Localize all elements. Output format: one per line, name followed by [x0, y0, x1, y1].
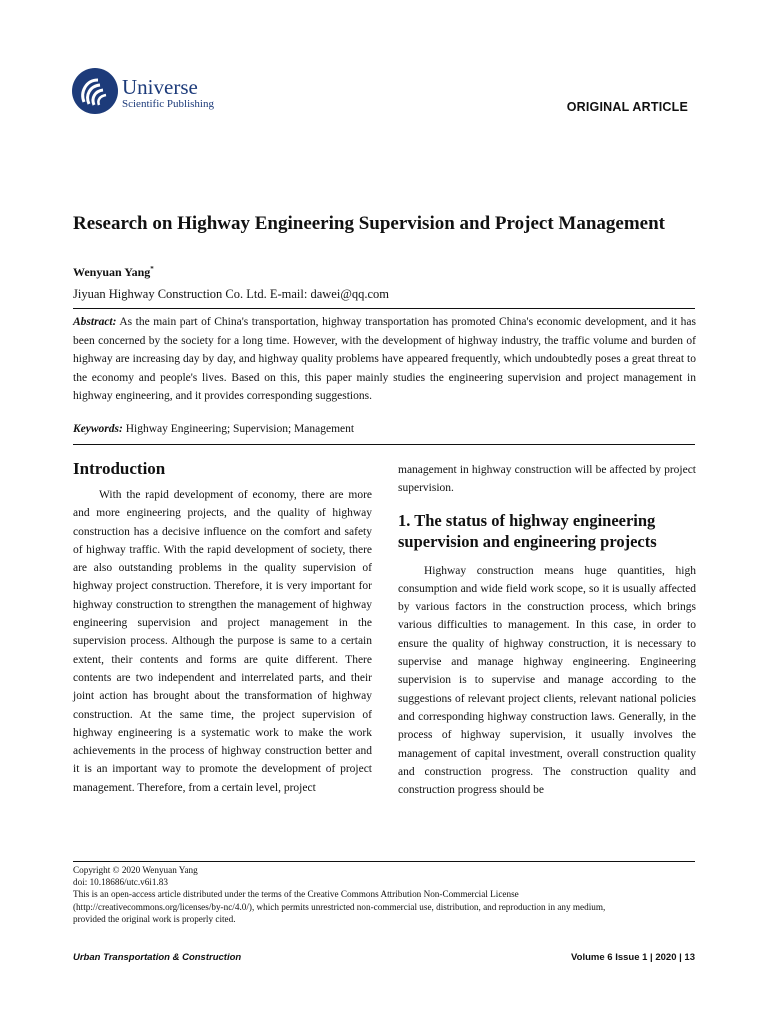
divider-bottom [73, 444, 695, 445]
paper-title: Research on Highway Engineering Supervision and Project Management [73, 213, 665, 234]
introduction-paragraph: With the rapid development of economy, there are more and more engineering projects, and the quality of highway construction has a decisive influence on the comfort and safety of highway traffic. With the rapid development of society, there are also outstanding problems in the quality supervision of highway project construction. Therefore, it is very important for highway construction to strengthen the management of highway engineering supervision and project management in the supervision process. Although the purpose is same to a certain extent, their contents and forms are quite different. There contents are two independent and interrelated parts, and their joint action has brought about the transformation of highway construction. At the same time, the project supervision of highway engineering is a systematic work to make the work achievements in the process of highway construction better and it is an important way to promote the development of project management. Therefore, from a certain level, project [73, 489, 372, 794]
license-line-2: (http://creativecommons.org/licenses/by-nc/4.0/), which permits unrestricted non-commercial use, distribution, and reproduction in any medium, [73, 901, 606, 912]
affiliation: Jiyuan Highway Construction Co. Ltd. E-mail: dawei@qq.com [73, 287, 389, 301]
abstract-text: As the main part of China's transportation, highway transportation has promoted China's economic development, and it has been concerned by the society for a long time. However, with the development of highway industry, the traffic volume and burden of highway are increasing day by day, and highway quality problems have appeared frequently, which undoubtedly poses a great threat to the economy and people's lives. Based on this, this paper mainly studies the engineering supervision and project management in highway engineering, and it provides corresponding suggestions. [73, 316, 696, 403]
right-column [398, 461, 696, 799]
keywords-label: Keywords: [73, 423, 123, 435]
volume-info: Volume 6 Issue 1 | 2020 | 13 [571, 952, 695, 963]
author-name: Wenyuan Yang [73, 265, 151, 279]
author-mark: * [150, 265, 154, 273]
introduction-heading: Introduction [73, 459, 166, 478]
author [73, 265, 154, 280]
footer-divider [73, 861, 695, 862]
publisher-logo [72, 68, 232, 116]
footnote [73, 864, 703, 925]
divider-top [73, 308, 695, 309]
license-line-3: provided the original work is properly cited. [73, 913, 236, 924]
section-1-heading: 1. The status of highway engineering supervision and engineering projects [398, 510, 657, 551]
logo-name: Universe [122, 75, 198, 99]
abstract-label: Abstract: [73, 316, 117, 328]
introduction-continuation: management in highway construction will be affected by project supervision. [398, 464, 696, 495]
doi: doi: 10.18686/utc.v6i1.83 [73, 877, 168, 888]
copyright: Copyright © 2020 Wenyuan Yang [73, 865, 198, 875]
journal-name: Urban Transportation & Construction [73, 952, 242, 963]
license-line-1: This is an open-access article distributed under the terms of the Creative Commons Attribution Non-Commercial License [73, 889, 519, 900]
universe-logo-icon [72, 68, 118, 114]
section-1-paragraph: Highway construction means huge quantities, high consumption and wide field work scope, so it is usually affected by various factors in the construction process, which brings various difficulties to management. In this case, in order to ensure the quality of highway construction, it is necessary to supervise and manage highway engineering. Engineering supervision is to supervise and manage according to the suggestions of relevant project clients, relevant national policies and corresponding highway construction laws. Generally, in the process of highway supervision, it usually involves the management of capital investment, overall construction quality and construction progress. The construction quality and construction progress should be [398, 564, 696, 797]
keywords-text: Highway Engineering; Supervision; Management [125, 423, 355, 435]
left-column [73, 457, 372, 797]
keywords [73, 423, 354, 435]
abstract [73, 313, 696, 406]
article-type: ORIGINAL ARTICLE [566, 100, 688, 114]
logo-subtitle: Scientific Publishing [122, 98, 214, 110]
